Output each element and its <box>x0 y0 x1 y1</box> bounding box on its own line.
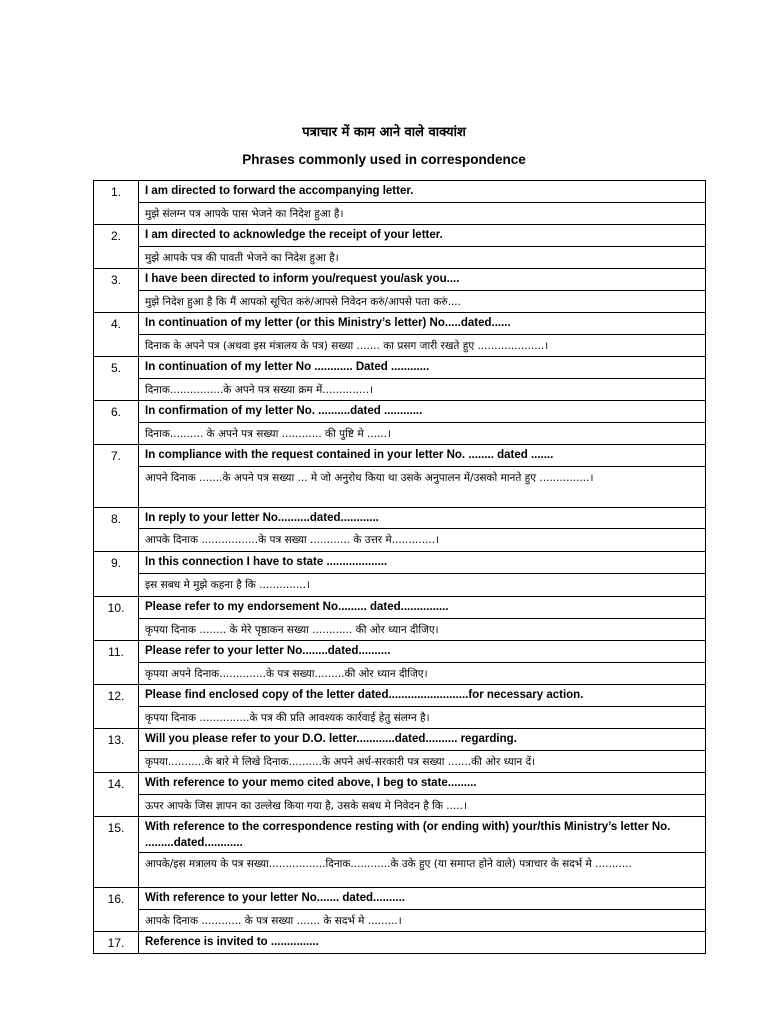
row-number: 14. <box>94 773 139 817</box>
phrase-hindi: दिनाक के अपने पत्र (अथवा इस मंत्रालय के पत्र) सख्या ....... का प्रसग जारी रखते हुए ....................। <box>139 335 706 357</box>
table-row <box>94 552 706 574</box>
phrase-english: I have been directed to inform you/request you/ask you.... <box>139 269 706 291</box>
row-number: 4. <box>94 313 139 357</box>
table-row <box>94 423 706 445</box>
table-row <box>94 707 706 729</box>
table-row <box>94 225 706 247</box>
phrase-english: Please refer to your letter No........dated.......... <box>139 641 706 663</box>
table-row <box>94 795 706 817</box>
phrase-hindi: आपके दिनाक ............ के पत्र सख्या ....... के सदर्भ मे .........। <box>139 910 706 932</box>
table-row <box>94 685 706 707</box>
row-number: 16. <box>94 888 139 932</box>
row-number: 7. <box>94 445 139 508</box>
phrase-english: In continuation of my letter No ............ Dated ............ <box>139 357 706 379</box>
row-number: 13. <box>94 729 139 773</box>
table-row <box>94 641 706 663</box>
phrase-hindi: ऊपर आपके जिस ज्ञापन का उल्लेख किया गया है, उसके सबध मे निवेदन है कि .....। <box>139 795 706 817</box>
table-row <box>94 247 706 269</box>
row-number: 17. <box>94 932 139 954</box>
table-row <box>94 619 706 641</box>
phrase-hindi: कृपया दिनाक ........ के मेरे पृष्ठाकन सख्या ............ की ओर ध्यान दीजिए। <box>139 619 706 641</box>
phrase-hindi: मुझे निदेश हुआ है कि मैं आपको सूचित करुं/आपसे निवेदन करुं/आपसे पता करुं.... <box>139 291 706 313</box>
phrases-table <box>93 180 706 954</box>
table-row <box>94 574 706 597</box>
row-number: 10. <box>94 597 139 641</box>
page-subtitle: Phrases commonly used in correspondence <box>242 152 526 167</box>
row-number: 5. <box>94 357 139 401</box>
phrase-hindi: मुझे आपके पत्र की पावती भेजने का निदेश हुआ है। <box>139 247 706 269</box>
phrase-hindi: आपके/इस मत्रालय के पत्र सख्या.................दिनाक............के उके हुए (या समाप्त होने वाले) पत्राचार के सदर्भ मे ........... <box>139 853 706 888</box>
table-row <box>94 751 706 773</box>
phrase-english: In continuation of my letter (or this Ministry’s letter) No.....dated...... <box>139 313 706 335</box>
phrase-english: With reference to the correspondence resting with (or ending with) your/this Ministry’s letter No. .........dated............ <box>139 817 706 853</box>
phrase-english: In reply to your letter No..........dated............ <box>139 508 706 529</box>
table-row <box>94 401 706 423</box>
row-number: 3. <box>94 269 139 313</box>
phrase-english: In confirmation of my letter No. ..........dated ............ <box>139 401 706 423</box>
phrase-english: I am directed to acknowledge the receipt of your letter. <box>139 225 706 247</box>
row-number: 2. <box>94 225 139 269</box>
row-number: 8. <box>94 508 139 552</box>
table-row <box>94 597 706 619</box>
phrase-english: Please refer to my endorsement No......... dated............... <box>139 597 706 619</box>
table-row <box>94 817 706 853</box>
phrase-english: Will you please refer to your D.O. letter............dated.......... regarding. <box>139 729 706 751</box>
row-number: 1. <box>94 181 139 225</box>
phrase-english: In this connection I have to state ................... <box>139 552 706 574</box>
table-row <box>94 910 706 932</box>
table-row <box>94 508 706 529</box>
table-row <box>94 335 706 357</box>
table-row <box>94 932 706 954</box>
phrase-english: I am directed to forward the accompanying letter. <box>139 181 706 203</box>
table-row <box>94 888 706 910</box>
table-row <box>94 181 706 203</box>
phrase-english: In compliance with the request contained in your letter No. ........ dated ....... <box>139 445 706 467</box>
table-row <box>94 203 706 225</box>
phrase-hindi: दिनाक................के अपने पत्र सख्या क्रम में..............। <box>139 379 706 401</box>
phrase-english: Reference is invited to ............... <box>139 932 706 954</box>
table-row <box>94 773 706 795</box>
row-number: 6. <box>94 401 139 445</box>
table-row <box>94 291 706 313</box>
phrase-hindi: इस सबध मे मुझे कहना है कि ..............। <box>139 574 706 597</box>
table-row <box>94 269 706 291</box>
row-number: 11. <box>94 641 139 685</box>
table-row <box>94 663 706 685</box>
table-row <box>94 357 706 379</box>
phrase-hindi: कृपया...........के बारे मे लिखे दिनाक..........के अपने अर्ध-सरकारी पत्र सख्या .......की ओर ध्यान दें। <box>139 751 706 773</box>
phrase-hindi: आपने दिनाक .......के अपने पत्र सख्या ... मे जो अनुरोध किया था उसके अनुपालन में/उसको मानते हुए ...............। <box>139 467 706 508</box>
phrase-hindi: आपके दिनाक .................के पत्र सख्या ............ के उत्तर मे.............। <box>139 529 706 552</box>
page-title: पत्राचार में काम आने वाले वाक्यांश <box>302 125 466 140</box>
phrase-english: With reference to your memo cited above, I beg to state......... <box>139 773 706 795</box>
row-number: 9. <box>94 552 139 597</box>
row-number: 15. <box>94 817 139 888</box>
table-row <box>94 853 706 888</box>
phrase-hindi: दिनाक.......... के अपने पत्र सख्या ............ की पुष्टि मे ......। <box>139 423 706 445</box>
table-row <box>94 445 706 467</box>
phrase-hindi: मुझे संलग्न पत्र आपके पास भेजने का निदेश हुआ है। <box>139 203 706 225</box>
phrase-english: With reference to your letter No....... dated.......... <box>139 888 706 910</box>
phrase-english: Please find enclosed copy of the letter dated.........................for necessary action. <box>139 685 706 707</box>
table-row <box>94 529 706 552</box>
table-row <box>94 729 706 751</box>
row-number: 12. <box>94 685 139 729</box>
phrase-hindi: कृपया दिनाक ...............के पत्र की प्रति आवश्यक कार्रवाई हेतु संलग्न है। <box>139 707 706 729</box>
table-row <box>94 379 706 401</box>
table-row <box>94 467 706 508</box>
table-row <box>94 313 706 335</box>
phrase-hindi: कृपया अपने दिनाक..............के पत्र सख्या.........की ओर ध्यान दीजिए। <box>139 663 706 685</box>
